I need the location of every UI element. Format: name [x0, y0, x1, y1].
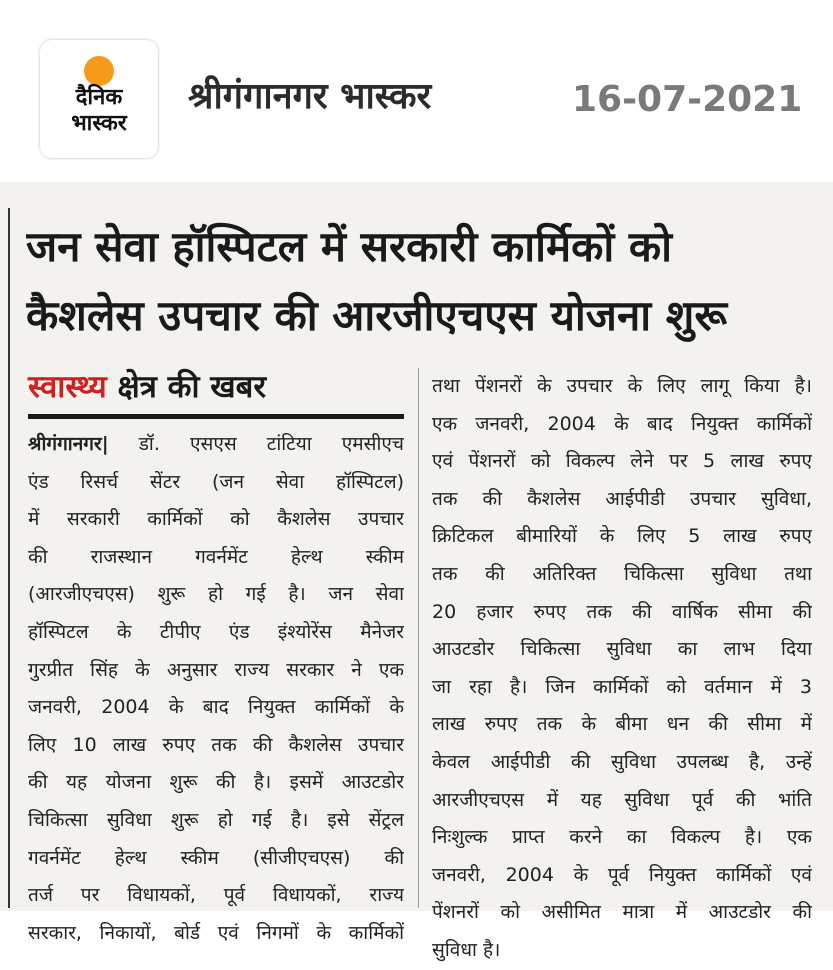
article-line: जा रहा है। जिन कार्मिकों को वर्तमान में 3 [432, 675, 812, 698]
article-line: तथा पेंशनरों के उपचार के लिए लागू किया है। [432, 375, 812, 397]
dateline: श्रीगंगानगर| [28, 433, 109, 455]
sun-icon [84, 56, 114, 86]
article-line: एंड रिसर्च सेंटर (जन सेवा हॉस्पिटल) [28, 470, 404, 493]
article-line: चिकित्सा सुविधा शुरू हो गई है। इसे सेंट्रल [28, 808, 404, 831]
edition-title: श्रीगंगानगर भास्कर [188, 76, 432, 117]
article-line: गुरप्रीत सिंह के अनुसार राज्य सरकार ने एक [28, 658, 404, 681]
article-line: पेंशनरों को असीमित मात्रा में आउटडोर की [432, 901, 812, 924]
section-label-black: क्षेत्र की खबर [117, 369, 267, 405]
article-line: एवं पेंशनरों को विकल्प लेने पर 5 लाख रुपए [432, 450, 812, 473]
article-line: तक की कैशलेस आईपीडी उपचार सुविधा, [432, 487, 812, 510]
article-line: सरकार, निकायों, बोर्ड एवं निगमों के कार्मिकों [28, 921, 404, 944]
column-separator [418, 368, 419, 908]
article-line: की यह योजना शुरू की है। इसमें आउटडोर [28, 771, 404, 794]
article-line: तर्ज पर विधायकों, पूर्व विधायकों, राज्य [28, 884, 404, 907]
article-line: तक की अतिरिक्त चिकित्सा सुविधा तथा [432, 562, 812, 585]
section-label-red: स्वास्थ्य [28, 369, 107, 405]
article-line: सुविधा है। [432, 938, 501, 961]
article-line: एक जनवरी, 2004 के बाद नियुक्त कार्मिकों [432, 412, 812, 435]
dainik-bhaskar-logo[interactable] [40, 40, 158, 158]
article-column-left [28, 426, 404, 952]
article-line: लिए 10 लाख रुपए तक की कैशलेस उपचार [28, 733, 404, 756]
article-line: निःशुल्क प्राप्त करने का विकल्प है। एक [432, 826, 812, 849]
article-line: की राजस्थान गवर्नमेंट हेल्थ स्कीम [28, 545, 404, 568]
article-line: लाख रुपए तक के बीमा धन की सीमा में [432, 713, 812, 736]
article-line: केवल आईपीडी की सुविधा उपलब्ध है, उन्हें [432, 750, 812, 773]
section-underline [28, 414, 404, 419]
logo-text-line1: दैनिक [75, 85, 123, 110]
edition-date: 16-07-2021 [572, 79, 803, 120]
article-line: श्रीगंगानगर| डॉ. एसएस टांटिया एमसीएच [28, 433, 404, 455]
article-line: 20 हजार रुपए तक की वार्षिक सीमा की [432, 600, 812, 623]
article-line: जनवरी, 2004 के बाद नियुक्त कार्मिकों के [28, 696, 404, 719]
headline-line-1: जन सेवा हॉस्पिटल में सरकारी कार्मिकों को [26, 222, 672, 271]
logo-text-line2: भास्कर [71, 111, 127, 136]
column-divider-left [8, 208, 10, 908]
article-line: क्रिटिकल बीमारियों के लिए 5 लाख रुपए [432, 525, 812, 548]
article-line: (आरजीएचएस) शुरू हो गई है। जन सेवा [28, 583, 404, 606]
article-column-right [432, 368, 812, 970]
article-line: आउटडोर चिकित्सा सुविधा का लाभ दिया [432, 638, 812, 661]
article-line: हॉस्पिटल के टीपीए एंड इंश्योरेंस मैनेजर [28, 620, 404, 643]
section-label [28, 365, 266, 409]
article-line: में सरकारी कार्मिकों को कैशलेस उपचार [28, 508, 404, 531]
headline-line-2: कैशलेस उपचार की आरजीएचएस योजना शुरू [26, 291, 727, 340]
article-line: आरजीएचएस में यह सुविधा पूर्व की भांति [432, 788, 812, 811]
app-header [0, 0, 833, 180]
article-line: जनवरी, 2004 के पूर्व नियुक्त कार्मिकों एवं [432, 863, 812, 886]
article-line: गवर्नमेंट हेल्थ स्कीम (सीजीएचएस) की [28, 846, 404, 869]
